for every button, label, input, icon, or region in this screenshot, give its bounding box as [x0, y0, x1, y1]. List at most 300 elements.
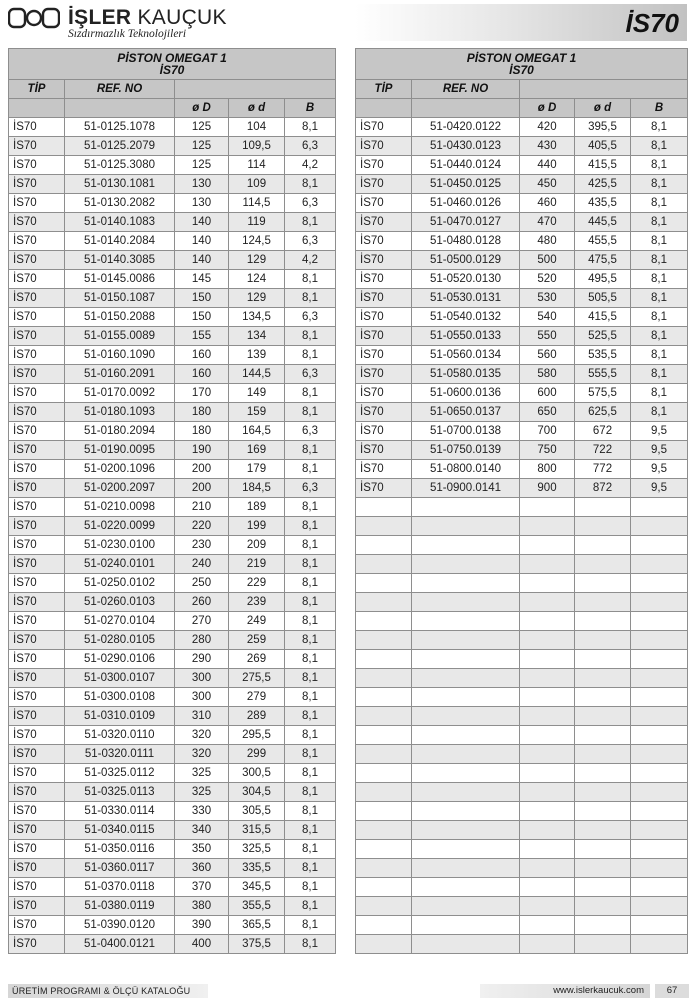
cell-inner-diameter: [575, 764, 631, 783]
cell-inner-diameter: 625,5: [575, 403, 631, 422]
cell-width: 8,1: [285, 859, 336, 878]
cell-outer-diameter: 450: [520, 175, 575, 194]
cell-outer-diameter: 320: [175, 726, 229, 745]
table-row: [9, 650, 336, 669]
cell-width: 8,1: [285, 441, 336, 460]
cell-inner-diameter: 289: [229, 707, 285, 726]
cell-ref-no: 51-0300.0107: [65, 669, 175, 688]
cell-tip: [356, 840, 412, 859]
cell-inner-diameter: 184,5: [229, 479, 285, 498]
cell-ref-no: [412, 897, 520, 916]
cell-width: [631, 726, 688, 745]
cell-ref-no: 51-0130.1081: [65, 175, 175, 194]
product-table-right: [355, 48, 688, 954]
cell-inner-diameter: 304,5: [229, 783, 285, 802]
cell-width: 8,1: [285, 783, 336, 802]
cell-tip: [356, 897, 412, 916]
cell-width: 8,1: [285, 118, 336, 137]
cell-inner-diameter: [575, 612, 631, 631]
table-row: [9, 593, 336, 612]
cell-tip: İS70: [356, 118, 412, 137]
cell-tip: İS70: [9, 840, 65, 859]
cell-tip: İS70: [356, 175, 412, 194]
brand-name-bold: İŞLER: [68, 6, 132, 29]
cell-outer-diameter: 530: [520, 289, 575, 308]
cell-ref-no: [412, 688, 520, 707]
cell-width: [631, 593, 688, 612]
cell-inner-diameter: 279: [229, 688, 285, 707]
cell-ref-no: [412, 802, 520, 821]
cell-width: [631, 688, 688, 707]
website-url: www.islerkaucuk.com: [480, 984, 650, 998]
cell-tip: İS70: [9, 346, 65, 365]
cell-inner-diameter: 139: [229, 346, 285, 365]
cell-tip: İS70: [9, 289, 65, 308]
cell-width: 8,1: [631, 251, 688, 270]
cell-outer-diameter: 400: [175, 935, 229, 954]
cell-inner-diameter: 395,5: [575, 118, 631, 137]
cell-tip: İS70: [356, 213, 412, 232]
cell-ref-no: 51-0220.0099: [65, 517, 175, 536]
cell-tip: İS70: [9, 726, 65, 745]
cell-outer-diameter: 150: [175, 289, 229, 308]
cell-outer-diameter: 210: [175, 498, 229, 517]
column-header-width: B: [631, 99, 688, 118]
table-row: [356, 346, 688, 365]
cell-tip: İS70: [9, 403, 65, 422]
table-row: [9, 517, 336, 536]
cell-width: 8,1: [285, 213, 336, 232]
cell-width: 8,1: [285, 270, 336, 289]
table-row: [9, 764, 336, 783]
cell-ref-no: 51-0390.0120: [65, 916, 175, 935]
cell-tip: İS70: [9, 156, 65, 175]
cell-tip: İS70: [9, 232, 65, 251]
cell-ref-no: 51-0145.0086: [65, 270, 175, 289]
cell-width: 8,1: [285, 460, 336, 479]
cell-outer-diameter: [520, 916, 575, 935]
column-header-blank: [175, 80, 336, 99]
cell-outer-diameter: 240: [175, 555, 229, 574]
cell-tip: [356, 555, 412, 574]
cell-tip: İS70: [9, 517, 65, 536]
cell-width: [631, 935, 688, 954]
cell-inner-diameter: 872: [575, 479, 631, 498]
table-row: [9, 688, 336, 707]
table-row: [356, 118, 688, 137]
cell-width: 8,1: [285, 289, 336, 308]
column-header-ref: REF. NO: [65, 80, 175, 99]
table-row: [9, 289, 336, 308]
column-header-blank: [520, 80, 688, 99]
cell-tip: [356, 916, 412, 935]
column-header-tip: TİP: [9, 80, 65, 99]
cell-outer-diameter: 800: [520, 460, 575, 479]
cell-outer-diameter: 360: [175, 859, 229, 878]
cell-outer-diameter: 125: [175, 156, 229, 175]
cell-ref-no: 51-0130.2082: [65, 194, 175, 213]
table-row: [356, 156, 688, 175]
cell-ref-no: 51-0310.0109: [65, 707, 175, 726]
cell-width: 8,1: [631, 346, 688, 365]
cell-ref-no: [412, 669, 520, 688]
cell-inner-diameter: 189: [229, 498, 285, 517]
cell-tip: İS70: [356, 365, 412, 384]
cell-tip: İS70: [9, 175, 65, 194]
cell-outer-diameter: [520, 593, 575, 612]
cell-inner-diameter: [575, 897, 631, 916]
table-row: [9, 745, 336, 764]
empty-table-row: [356, 821, 688, 840]
cell-inner-diameter: 415,5: [575, 308, 631, 327]
cell-width: 8,1: [631, 232, 688, 251]
cell-width: 9,5: [631, 441, 688, 460]
cell-ref-no: 51-0430.0123: [412, 137, 520, 156]
cell-outer-diameter: 130: [175, 175, 229, 194]
cell-outer-diameter: 290: [175, 650, 229, 669]
cell-outer-diameter: 125: [175, 118, 229, 137]
cell-tip: İS70: [9, 897, 65, 916]
cell-inner-diameter: [575, 669, 631, 688]
company-logo: [8, 4, 338, 42]
cell-inner-diameter: 435,5: [575, 194, 631, 213]
cell-ref-no: 51-0240.0101: [65, 555, 175, 574]
table-row: [9, 935, 336, 954]
cell-outer-diameter: 440: [520, 156, 575, 175]
table-row: [356, 384, 688, 403]
cell-tip: İS70: [356, 441, 412, 460]
cell-inner-diameter: [575, 802, 631, 821]
cell-tip: İS70: [9, 308, 65, 327]
cell-ref-no: [412, 840, 520, 859]
catalog-name: ÜRETİM PROGRAMI & ÖLÇÜ KATALOĞU: [8, 984, 208, 998]
cell-width: 8,1: [285, 650, 336, 669]
cell-inner-diameter: 169: [229, 441, 285, 460]
cell-tip: [356, 764, 412, 783]
cell-ref-no: 51-0320.0111: [65, 745, 175, 764]
cell-inner-diameter: 495,5: [575, 270, 631, 289]
cell-inner-diameter: 219: [229, 555, 285, 574]
cell-outer-diameter: [520, 726, 575, 745]
cell-outer-diameter: 270: [175, 612, 229, 631]
cell-outer-diameter: 170: [175, 384, 229, 403]
cell-tip: İS70: [9, 650, 65, 669]
empty-table-row: [356, 878, 688, 897]
cell-tip: İS70: [9, 327, 65, 346]
cell-inner-diameter: 114: [229, 156, 285, 175]
cell-width: 9,5: [631, 460, 688, 479]
table-row: [9, 821, 336, 840]
cell-outer-diameter: 150: [175, 308, 229, 327]
cell-inner-diameter: 129: [229, 289, 285, 308]
table-row: [9, 308, 336, 327]
cell-width: [631, 536, 688, 555]
cell-outer-diameter: 750: [520, 441, 575, 460]
cell-ref-no: 51-0140.3085: [65, 251, 175, 270]
table-row: [9, 669, 336, 688]
cell-tip: [356, 669, 412, 688]
cell-ref-no: 51-0350.0116: [65, 840, 175, 859]
cell-ref-no: 51-0140.2084: [65, 232, 175, 251]
cell-width: 8,1: [285, 593, 336, 612]
table-row: [9, 156, 336, 175]
cell-ref-no: 51-0550.0133: [412, 327, 520, 346]
cell-tip: İS70: [9, 251, 65, 270]
cell-outer-diameter: 125: [175, 137, 229, 156]
cell-outer-diameter: 480: [520, 232, 575, 251]
table-row: [356, 365, 688, 384]
cell-width: 8,1: [631, 118, 688, 137]
cell-ref-no: [412, 593, 520, 612]
cell-ref-no: 51-0460.0126: [412, 194, 520, 213]
cell-tip: [356, 726, 412, 745]
cell-inner-diameter: [575, 878, 631, 897]
cell-outer-diameter: 650: [520, 403, 575, 422]
empty-table-row: [356, 745, 688, 764]
table-row: [9, 612, 336, 631]
cell-tip: İS70: [9, 707, 65, 726]
cell-width: 8,1: [631, 289, 688, 308]
cell-inner-diameter: 722: [575, 441, 631, 460]
cell-inner-diameter: 555,5: [575, 365, 631, 384]
table-row: [9, 859, 336, 878]
cell-width: 8,1: [631, 194, 688, 213]
table-row: [9, 175, 336, 194]
cell-inner-diameter: [575, 631, 631, 650]
cell-outer-diameter: 140: [175, 251, 229, 270]
cell-outer-diameter: [520, 745, 575, 764]
table-row: [9, 479, 336, 498]
cell-tip: İS70: [9, 859, 65, 878]
cell-inner-diameter: 179: [229, 460, 285, 479]
table-row: [356, 270, 688, 289]
cell-outer-diameter: [520, 878, 575, 897]
cell-outer-diameter: [520, 688, 575, 707]
cell-outer-diameter: [520, 669, 575, 688]
cell-tip: İS70: [9, 137, 65, 156]
cell-outer-diameter: 470: [520, 213, 575, 232]
empty-table-row: [356, 536, 688, 555]
cell-ref-no: 51-0160.2091: [65, 365, 175, 384]
cell-outer-diameter: [520, 517, 575, 536]
cell-tip: İS70: [9, 422, 65, 441]
table-row: [9, 365, 336, 384]
cell-width: 8,1: [285, 669, 336, 688]
table-row: [356, 460, 688, 479]
table-row: [9, 346, 336, 365]
cell-tip: [356, 650, 412, 669]
cell-ref-no: 51-0340.0115: [65, 821, 175, 840]
cell-inner-diameter: 159: [229, 403, 285, 422]
cell-inner-diameter: [575, 840, 631, 859]
cell-width: 8,1: [285, 498, 336, 517]
cell-inner-diameter: 315,5: [229, 821, 285, 840]
cell-width: [631, 650, 688, 669]
cell-ref-no: 51-0580.0135: [412, 365, 520, 384]
cell-outer-diameter: 330: [175, 802, 229, 821]
cell-tip: İS70: [9, 631, 65, 650]
page-header: [0, 0, 695, 44]
empty-table-row: [356, 593, 688, 612]
cell-outer-diameter: 145: [175, 270, 229, 289]
cell-tip: İS70: [356, 479, 412, 498]
cell-tip: İS70: [9, 783, 65, 802]
cell-tip: [356, 536, 412, 555]
table-row: [9, 574, 336, 593]
cell-outer-diameter: 160: [175, 346, 229, 365]
table-row: [9, 194, 336, 213]
cell-ref-no: 51-0470.0127: [412, 213, 520, 232]
cell-inner-diameter: 415,5: [575, 156, 631, 175]
cell-tip: İS70: [9, 384, 65, 403]
cell-ref-no: 51-0160.1090: [65, 346, 175, 365]
cell-ref-no: 51-0155.0089: [65, 327, 175, 346]
cell-outer-diameter: 380: [175, 897, 229, 916]
empty-table-row: [356, 764, 688, 783]
table-row: [356, 289, 688, 308]
cell-width: 8,1: [631, 403, 688, 422]
brand-name: [68, 6, 227, 30]
cell-tip: İS70: [9, 479, 65, 498]
cell-tip: [356, 574, 412, 593]
cell-inner-diameter: [575, 726, 631, 745]
cell-ref-no: 51-0325.0113: [65, 783, 175, 802]
brand-tagline: Sızdırmazlık Teknolojileri: [68, 28, 187, 40]
cell-inner-diameter: 249: [229, 612, 285, 631]
cell-outer-diameter: 260: [175, 593, 229, 612]
cell-outer-diameter: [520, 935, 575, 954]
cell-outer-diameter: 430: [520, 137, 575, 156]
cell-tip: İS70: [9, 194, 65, 213]
cell-ref-no: [412, 707, 520, 726]
cell-ref-no: [412, 555, 520, 574]
cell-inner-diameter: 149: [229, 384, 285, 403]
cell-tip: [356, 821, 412, 840]
empty-table-row: [356, 916, 688, 935]
cell-ref-no: [412, 821, 520, 840]
cell-inner-diameter: 325,5: [229, 840, 285, 859]
cell-tip: İS70: [9, 916, 65, 935]
cell-outer-diameter: [520, 612, 575, 631]
table-row: [9, 422, 336, 441]
table-row: [9, 137, 336, 156]
brand-name-light: KAUÇUK: [137, 6, 227, 29]
cell-ref-no: 51-0370.0118: [65, 878, 175, 897]
cell-ref-no: 51-0260.0103: [65, 593, 175, 612]
cell-inner-diameter: [575, 916, 631, 935]
cell-inner-diameter: [575, 555, 631, 574]
cell-tip: İS70: [9, 441, 65, 460]
table-row: [9, 441, 336, 460]
table-title-line2: İS70: [159, 63, 185, 77]
cell-tip: [356, 498, 412, 517]
cell-ref-no: 51-0200.1096: [65, 460, 175, 479]
column-subheader-blank: [356, 99, 412, 118]
table-row: [9, 916, 336, 935]
column-header-outer-diameter: ø D: [175, 99, 229, 118]
cell-inner-diameter: 295,5: [229, 726, 285, 745]
cell-width: 8,1: [631, 156, 688, 175]
cell-tip: [356, 935, 412, 954]
cell-ref-no: 51-0420.0122: [412, 118, 520, 137]
cell-ref-no: 51-0530.0131: [412, 289, 520, 308]
cell-outer-diameter: 550: [520, 327, 575, 346]
table-row: [9, 726, 336, 745]
cell-inner-diameter: 365,5: [229, 916, 285, 935]
cell-ref-no: [412, 536, 520, 555]
cell-ref-no: 51-0320.0110: [65, 726, 175, 745]
cell-tip: İS70: [356, 194, 412, 213]
cell-width: [631, 916, 688, 935]
cell-ref-no: 51-0750.0139: [412, 441, 520, 460]
cell-ref-no: [412, 726, 520, 745]
empty-table-row: [356, 574, 688, 593]
cell-outer-diameter: [520, 650, 575, 669]
empty-table-row: [356, 555, 688, 574]
page-number: 67: [655, 984, 689, 998]
cell-tip: [356, 859, 412, 878]
cell-width: 6,3: [285, 365, 336, 384]
cell-inner-diameter: 209: [229, 536, 285, 555]
cell-ref-no: [412, 859, 520, 878]
table-row: [356, 175, 688, 194]
cell-tip: İS70: [356, 156, 412, 175]
cell-tip: [356, 745, 412, 764]
table-row: [356, 137, 688, 156]
cell-outer-diameter: 370: [175, 878, 229, 897]
cell-tip: İS70: [9, 213, 65, 232]
empty-table-row: [356, 783, 688, 802]
cell-tip: [356, 517, 412, 536]
cell-ref-no: 51-0180.1093: [65, 403, 175, 422]
cell-outer-diameter: [520, 783, 575, 802]
cell-width: [631, 612, 688, 631]
cell-inner-diameter: 375,5: [229, 935, 285, 954]
cell-width: 8,1: [631, 327, 688, 346]
cell-tip: İS70: [9, 764, 65, 783]
cell-width: 8,1: [631, 213, 688, 232]
cell-width: 8,1: [631, 308, 688, 327]
cell-width: 8,1: [631, 384, 688, 403]
seal-rings-icon: [8, 6, 60, 30]
cell-tip: İS70: [9, 574, 65, 593]
column-header-tip: TİP: [356, 80, 412, 99]
table-row: [9, 232, 336, 251]
cell-width: [631, 821, 688, 840]
cell-ref-no: [412, 878, 520, 897]
cell-ref-no: 51-0250.0102: [65, 574, 175, 593]
cell-inner-diameter: 505,5: [575, 289, 631, 308]
cell-ref-no: 51-0450.0125: [412, 175, 520, 194]
cell-inner-diameter: 475,5: [575, 251, 631, 270]
empty-table-row: [356, 669, 688, 688]
cell-tip: İS70: [9, 498, 65, 517]
cell-width: [631, 897, 688, 916]
cell-outer-diameter: [520, 498, 575, 517]
table-row: [9, 403, 336, 422]
cell-width: 8,1: [285, 346, 336, 365]
cell-inner-diameter: 124: [229, 270, 285, 289]
cell-ref-no: 51-0300.0108: [65, 688, 175, 707]
cell-width: 6,3: [285, 194, 336, 213]
empty-table-row: [356, 707, 688, 726]
table-row: [356, 422, 688, 441]
cell-outer-diameter: 300: [175, 688, 229, 707]
table-row: [9, 251, 336, 270]
table-row: [356, 213, 688, 232]
cell-ref-no: 51-0900.0141: [412, 479, 520, 498]
cell-ref-no: 51-0150.1087: [65, 289, 175, 308]
